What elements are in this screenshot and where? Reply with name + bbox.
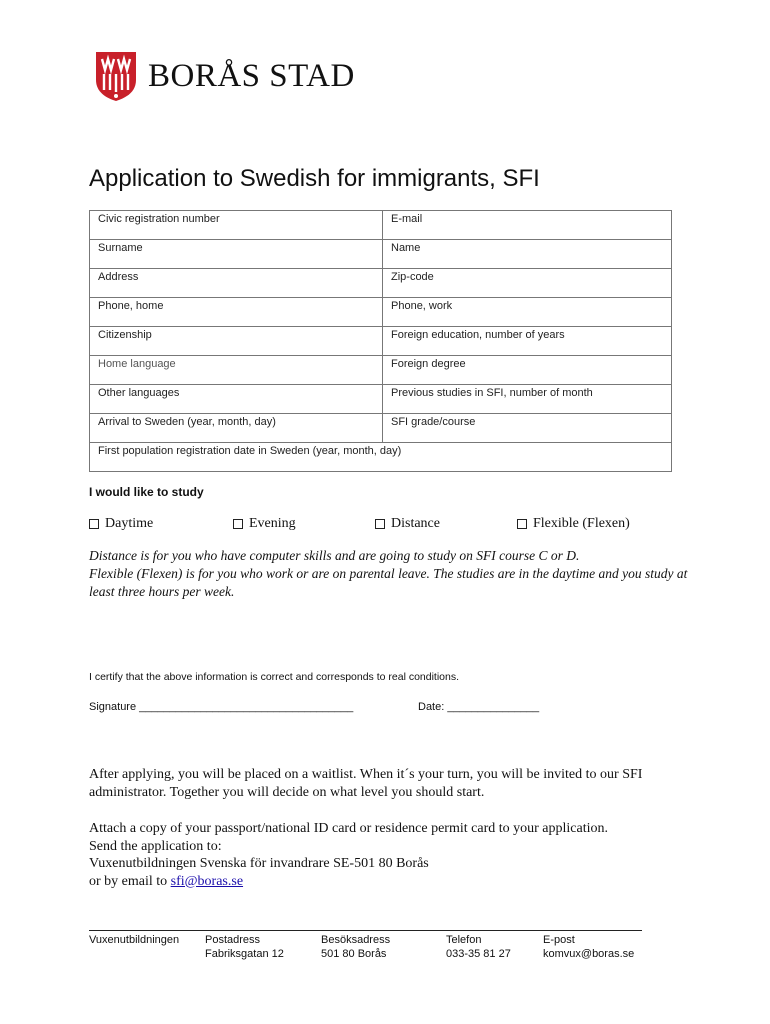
form-row [90,211,672,240]
postal-address: Vuxenutbildningen Svenska för invandrare SE-501 80 Borås [89,856,429,871]
signature-line[interactable]: Signature ___________________________________ [89,701,354,713]
name-field[interactable]: Name [383,240,672,269]
option-flexible[interactable] [517,516,630,532]
email-instruction [89,873,699,891]
sfi-email-link[interactable]: sfi@boras.se [170,873,244,889]
study-heading: I would like to study [89,485,204,499]
footer-visit-label: Besöksadress [321,934,391,946]
attach-instruction: Attach a copy of your passport/national ID card or residence permit card to your application. [89,821,608,836]
email-prefix: or by email to [89,873,171,889]
option-evening[interactable] [233,516,296,532]
option-label: Flexible (Flexen) [533,516,630,531]
form-row [90,269,672,298]
send-instruction: Send the application to: [89,838,222,854]
civic-registration-field[interactable]: Civic registration number [90,211,383,240]
footer-org [89,933,179,947]
arrival-date-field[interactable]: Arrival to Sweden (year, month, day) [90,414,383,443]
page-title: Application to Swedish for immigrants, SFI [89,165,540,192]
footer-phone [446,933,511,961]
zip-code-field[interactable]: Zip-code [383,269,672,298]
form-row [90,240,672,269]
form-row [90,356,672,385]
form-row [90,298,672,327]
footer-org-name: Vuxenutbildningen [89,934,180,946]
logo-text: BORÅS STAD [148,57,355,94]
logo [94,50,355,102]
email-field[interactable]: E-mail [383,211,672,240]
option-label: Distance [391,516,440,531]
footer-divider [89,930,642,931]
application-instructions [89,820,699,890]
footer-email-value[interactable]: komvux@boras.se [543,948,635,960]
citizenship-field[interactable]: Citizenship [90,327,383,356]
footer-postal-value: Fabriksgatan 12 [205,948,284,960]
footer-postal-label: Postadress [205,934,261,946]
home-language-field[interactable]: Home language [90,356,383,385]
waitlist-info: After applying, you will be placed on a waitlist. When it´s your turn, you will be invited to our SFI administrator. Together you will decide on what level you should start. [89,767,643,800]
option-label: Daytime [105,516,154,531]
form-row [90,327,672,356]
footer-visit [321,933,390,961]
checkbox[interactable] [233,519,243,529]
phone-home-field[interactable]: Phone, home [90,298,383,327]
footer-visit-value: 501 80 Borås [321,948,387,960]
option-distance[interactable] [375,516,440,532]
footer-postal [205,933,284,961]
option-daytime[interactable] [89,516,153,532]
checkbox[interactable] [517,519,527,529]
certify-statement: I certify that the above information is correct and corresponds to real conditions. [89,671,460,683]
checkbox[interactable] [89,519,99,529]
date-line[interactable]: Date: _______________ [418,701,540,713]
foreign-education-field[interactable]: Foreign education, number of years [383,327,672,356]
form-row [90,414,672,443]
application-form-table [89,210,672,472]
footer-phone-label: Telefon [446,934,482,946]
form-row [90,385,672,414]
footer-email-label: E-post [543,934,575,946]
other-languages-field[interactable]: Other languages [90,385,383,414]
footer-email [543,933,634,961]
form-row [90,443,672,472]
distance-note: Distance is for you who have computer skills and are going to study on SFI course C or D. [89,548,580,563]
study-notes [89,547,709,601]
flexible-note: Flexible (Flexen) is for you who work or are on parental leave. The studies are in the daytime and you study at least three hours per week. [89,566,688,599]
address-field[interactable]: Address [90,269,383,298]
previous-sfi-studies-field[interactable]: Previous studies in SFI, number of month [383,385,672,414]
checkbox[interactable] [375,519,385,529]
sfi-grade-field[interactable]: SFI grade/course [383,414,672,443]
footer-phone-value: 033-35 81 27 [446,948,511,960]
phone-work-field[interactable]: Phone, work [383,298,672,327]
first-registration-date-field[interactable]: First population registration date in Sweden (year, month, day) [90,443,672,472]
foreign-degree-field[interactable]: Foreign degree [383,356,672,385]
surname-field[interactable]: Surname [90,240,383,269]
option-label: Evening [249,516,296,531]
boras-crest-icon [94,50,138,102]
